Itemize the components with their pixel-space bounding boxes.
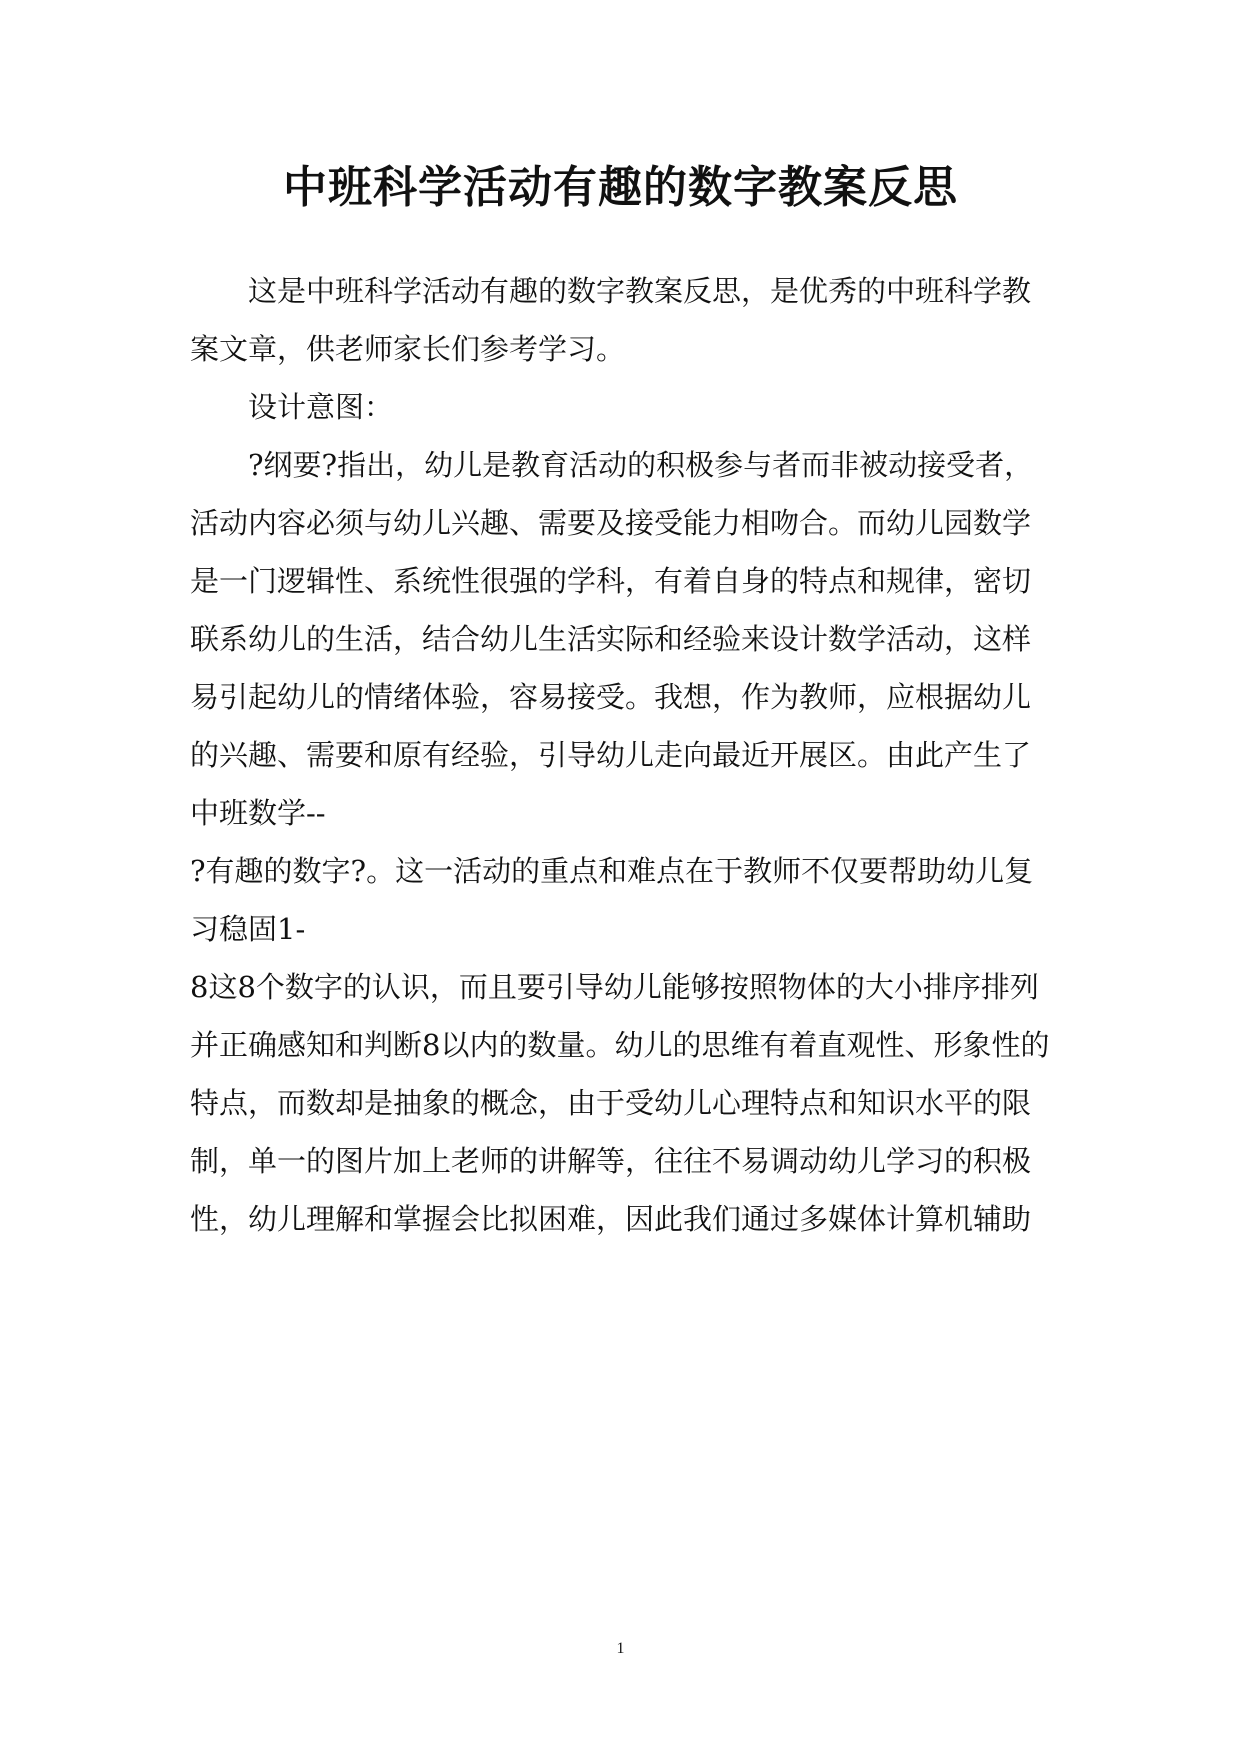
page-title: 中班科学活动有趣的数字教案反思 <box>283 162 958 213</box>
text-line: 案文章，供老师家长们参考学习。 <box>190 332 626 366</box>
body-text <box>190 262 1060 1248</box>
page-number: 1 <box>616 1640 625 1657</box>
text-line: ?有趣的数字?。这一活动的重点和难点在于教师不仅要帮助幼儿复 <box>190 854 1034 888</box>
text-line: 这是中班科学活动有趣的数字教案反思，是优秀的中班科学教 <box>248 274 1032 308</box>
text-line: 易引起幼儿的情绪体验，容易接受。我想，作为教师，应根据幼儿 <box>190 680 1032 714</box>
text-line: 8这8个数字的认识，而且要引导幼儿能够按照物体的大小排序排列 <box>190 970 1039 1004</box>
text-line: 的兴趣、需要和原有经验，引导幼儿走向最近开展区。由此产生了 <box>190 738 1032 772</box>
text-line: 联系幼儿的生活，结合幼儿生活实际和经验来设计数学活动，这样 <box>190 622 1032 656</box>
text-line: 并正确感知和判断8以内的数量。幼儿的思维有着直观性、形象性的 <box>190 1028 1050 1062</box>
text-line: 性，幼儿理解和掌握会比拟困难，因此我们通过多媒体计算机辅助 <box>190 1202 1032 1236</box>
text-line: 是一门逻辑性、系统性很强的学科，有着自身的特点和规律，密切 <box>190 564 1032 598</box>
section-heading: 设计意图： <box>248 390 394 424</box>
text-line: 制，单一的图片加上老师的讲解等，往往不易调动幼儿学习的积极 <box>190 1144 1032 1178</box>
text-line: 特点，而数却是抽象的概念，由于受幼儿心理特点和知识水平的限 <box>190 1086 1032 1120</box>
text-line: ?纲要?指出，幼儿是教育活动的积极参与者而非被动接受者， <box>248 448 1034 482</box>
text-line: 中班数学-- <box>190 796 326 830</box>
text-line: 活动内容必须与幼儿兴趣、需要及接受能力相吻合。而幼儿园数学 <box>190 506 1032 540</box>
text-line: 习稳固1- <box>190 912 306 946</box>
